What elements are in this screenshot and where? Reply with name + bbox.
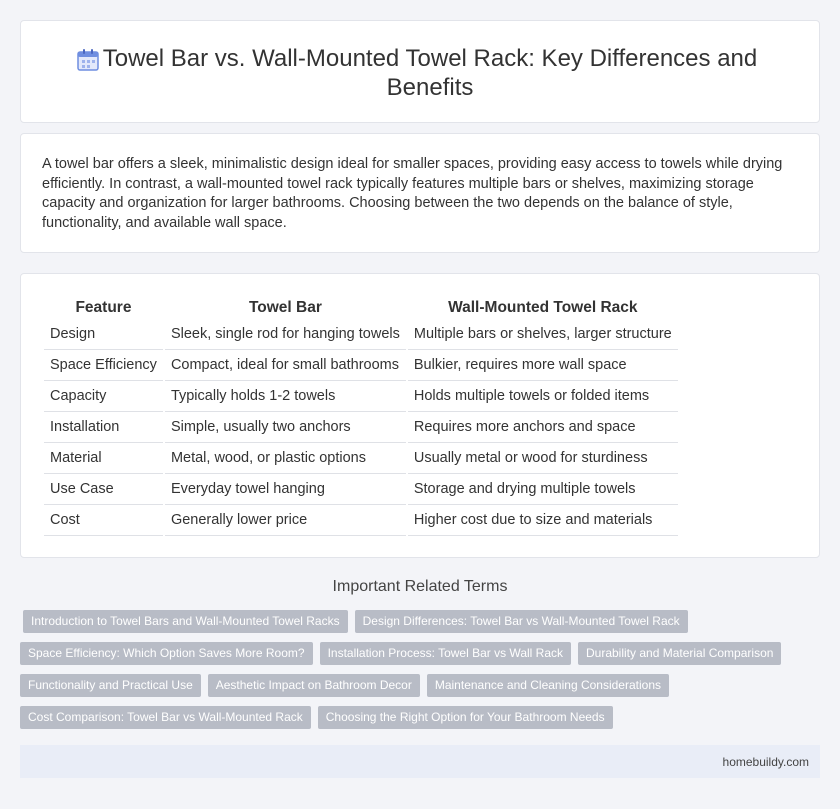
page-title: Towel Bar vs. Wall-Mounted Towel Rack: Key Differences and Benefits	[102, 45, 758, 101]
intro-card	[20, 133, 820, 253]
related-term-tag[interactable]: Durability and Material Comparison	[578, 642, 781, 665]
related-term-tag[interactable]: Introduction to Towel Bars and Wall-Mounted Towel Racks	[23, 610, 348, 633]
related-terms-tags	[20, 610, 820, 729]
table-cell: Design	[44, 319, 163, 350]
table-cell: Storage and drying multiple towels	[408, 474, 678, 505]
table-cell: Usually metal or wood for sturdiness	[408, 443, 678, 474]
table-cell: Everyday towel hanging	[165, 474, 406, 505]
related-term-tag[interactable]: Choosing the Right Option for Your Bathroom Needs	[318, 706, 613, 729]
related-terms-section	[20, 578, 820, 729]
table-cell: Metal, wood, or plastic options	[165, 443, 406, 474]
related-term-tag[interactable]: Installation Process: Towel Bar vs Wall Rack	[320, 642, 571, 665]
table-row	[44, 443, 678, 474]
table-cell: Material	[44, 443, 163, 474]
table-cell: Sleek, single rod for hanging towels	[165, 319, 406, 350]
related-term-tag[interactable]: Aesthetic Impact on Bathroom Decor	[208, 674, 420, 697]
comparison-card	[20, 273, 820, 558]
table-cell: Holds multiple towels or folded items	[408, 381, 678, 412]
table-row	[44, 381, 678, 412]
related-terms-heading: Important Related Terms	[332, 578, 508, 595]
table-cell: Higher cost due to size and materials	[408, 505, 678, 536]
related-term-tag[interactable]: Cost Comparison: Towel Bar vs Wall-Mounted Rack	[20, 706, 311, 729]
table-cell: Compact, ideal for small bathrooms	[165, 350, 406, 381]
comparison-table	[42, 297, 680, 536]
related-term-tag[interactable]: Maintenance and Cleaning Considerations	[427, 674, 669, 697]
table-row	[44, 412, 678, 443]
table-cell: Multiple bars or shelves, larger structure	[408, 319, 678, 350]
table-row	[44, 505, 678, 536]
related-term-tag[interactable]: Space Efficiency: Which Option Saves More Room?	[20, 642, 313, 665]
table-cell: Installation	[44, 412, 163, 443]
table-cell: Cost	[44, 505, 163, 536]
table-row	[44, 350, 678, 381]
table-cell: Bulkier, requires more wall space	[408, 350, 678, 381]
intro-paragraph: A towel bar offers a sleek, minimalistic design ideal for smaller spaces, providing easy access to towels while drying efficiently. In contrast, a wall-mounted towel rack typically features multiple bars or shelves, maximizing storage capacity and organization for larger bathrooms. Choosing between the two depends on the balance of style, functionality, and available wall space.	[42, 156, 783, 231]
related-term-tag[interactable]: Functionality and Practical Use	[20, 674, 201, 697]
table-row	[44, 319, 678, 350]
table-cell: Requires more anchors and space	[408, 412, 678, 443]
table-cell: Generally lower price	[165, 505, 406, 536]
table-cell: Typically holds 1-2 towels	[165, 381, 406, 412]
title-card	[20, 20, 820, 123]
related-term-tag[interactable]: Design Differences: Towel Bar vs Wall-Mounted Towel Rack	[355, 610, 688, 633]
table-row	[44, 474, 678, 505]
footer-site-link[interactable]: homebuildy.com	[722, 755, 809, 769]
table-cell: Space Efficiency	[44, 350, 163, 381]
header-towel-bar: Towel Bar	[248, 299, 322, 316]
footer	[20, 745, 820, 778]
header-wall-rack: Wall-Mounted Towel Rack	[448, 299, 638, 316]
table-cell: Use Case	[44, 474, 163, 505]
table-cell: Capacity	[44, 381, 163, 412]
table-cell: Simple, usually two anchors	[165, 412, 406, 443]
header-feature: Feature	[75, 299, 132, 316]
table-header-row	[44, 297, 678, 319]
